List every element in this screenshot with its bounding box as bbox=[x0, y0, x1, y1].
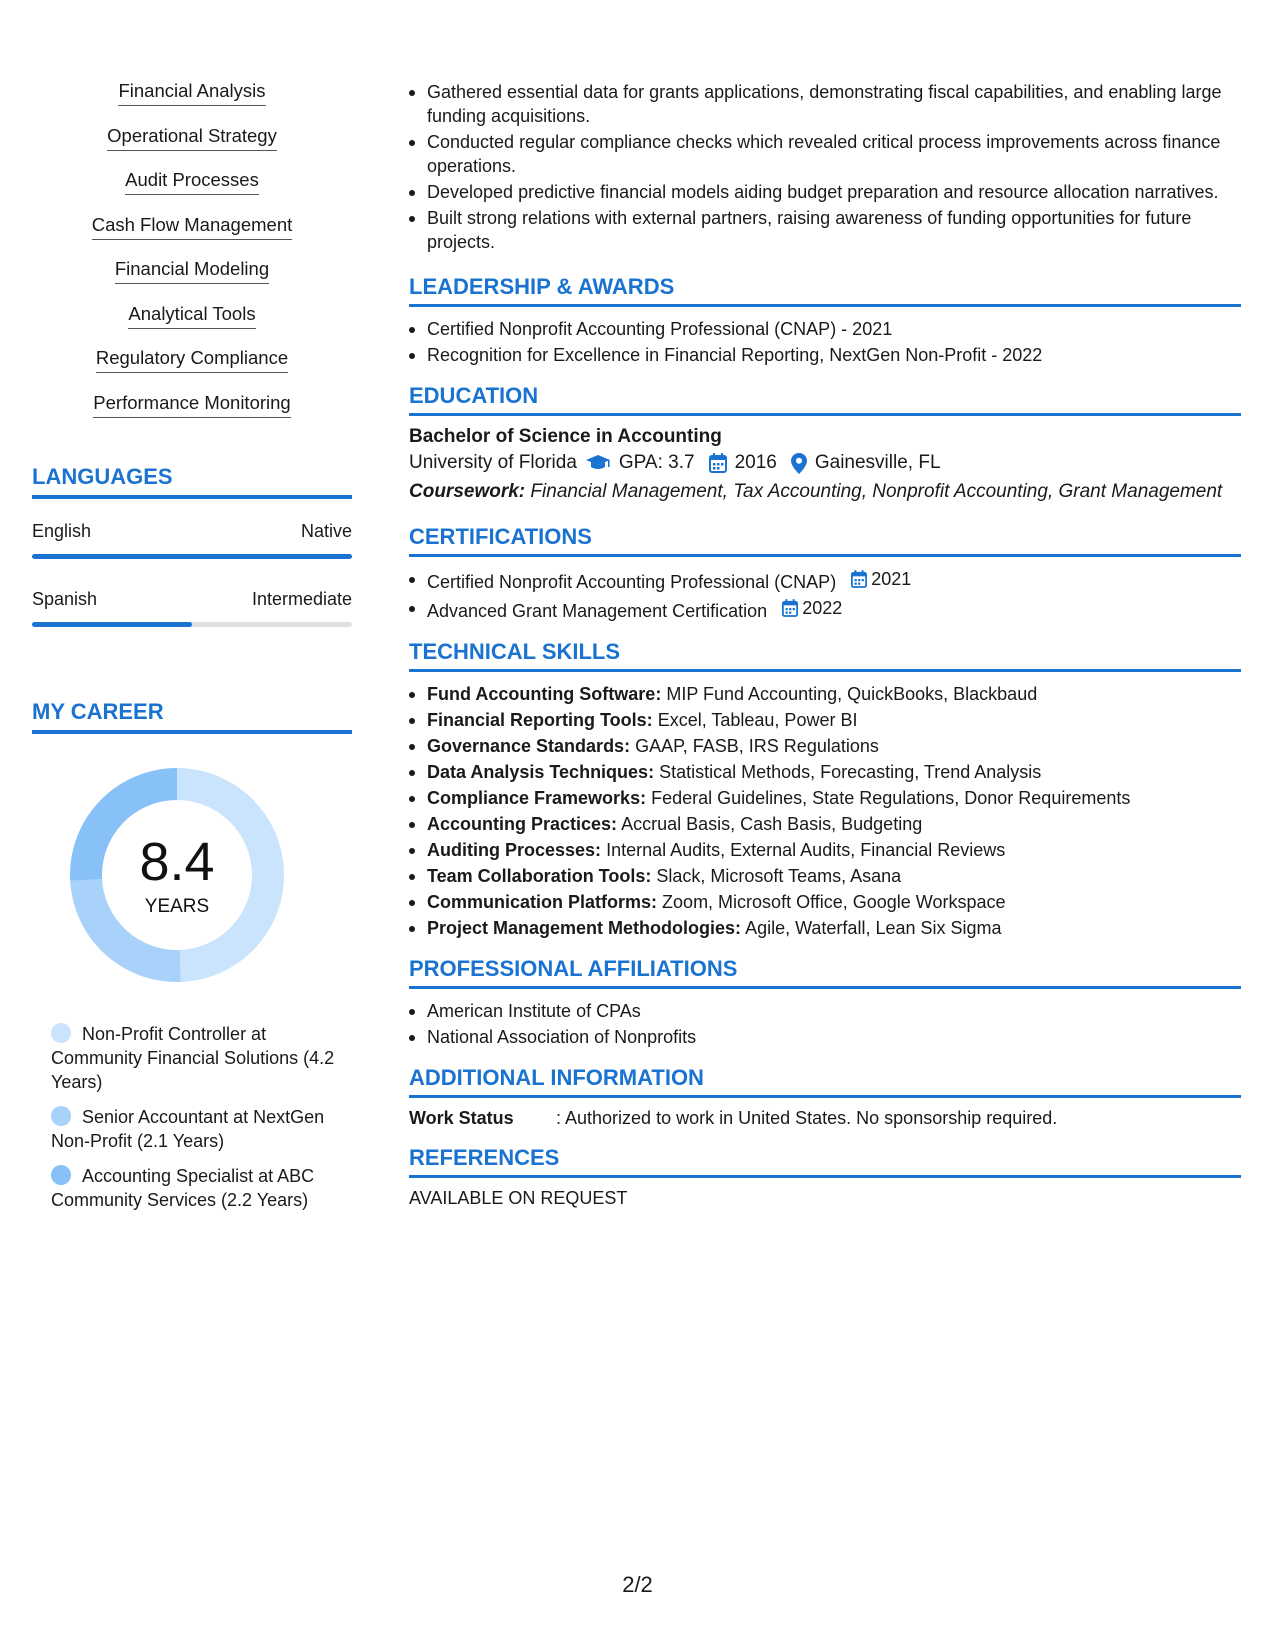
career-heading: MY CAREER bbox=[32, 699, 352, 734]
legend-label: Non-Profit Controller at Community Financial Solutions (4.2 Years) bbox=[51, 1023, 335, 1092]
technical-skill-label: Data Analysis Techniques: bbox=[427, 762, 655, 782]
references-text: AVAILABLE ON REQUEST bbox=[409, 1188, 628, 1208]
calendar-icon bbox=[709, 453, 727, 473]
legend-item bbox=[32, 1022, 352, 1094]
legend-dot bbox=[51, 1165, 71, 1185]
additional-info-heading: ADDITIONAL INFORMATION bbox=[409, 1065, 1241, 1098]
experience-bullets bbox=[409, 80, 1241, 254]
technical-skill-value: Agile, Waterfall, Lean Six Sigma bbox=[745, 918, 1002, 938]
experience-bullet: Developed predictive financial models aiding budget preparation and resource allocation narratives. bbox=[409, 180, 1241, 204]
technical-skill-item bbox=[409, 838, 1241, 862]
skills-list bbox=[32, 80, 352, 418]
main-content bbox=[409, 80, 1241, 1209]
career-chart-wrap bbox=[32, 762, 352, 1022]
education-location: Gainesville, FL bbox=[814, 452, 941, 473]
skill-label: Operational Strategy bbox=[107, 125, 277, 151]
technical-skill-value: Statistical Methods, Forecasting, Trend Analysis bbox=[659, 762, 1042, 782]
affiliation-item: National Association of Nonprofits bbox=[409, 1025, 1241, 1049]
skill-item bbox=[32, 392, 352, 418]
coursework-text: Financial Management, Tax Accounting, Nonprofit Accounting, Grant Management bbox=[530, 481, 1223, 502]
work-status-label: Work Status bbox=[409, 1108, 514, 1128]
career-donut-chart bbox=[64, 762, 290, 988]
skill-label: Performance Monitoring bbox=[93, 392, 290, 418]
skill-label: Financial Modeling bbox=[115, 258, 269, 284]
legend-item bbox=[32, 1164, 352, 1212]
sidebar bbox=[32, 80, 352, 1223]
certification-year: 2022 bbox=[802, 598, 843, 618]
language-bar-fill bbox=[32, 622, 192, 627]
technical-skill-label: Governance Standards: bbox=[427, 736, 631, 756]
technical-skill-value: Excel, Tableau, Power BI bbox=[657, 710, 858, 730]
location-pin-icon bbox=[791, 453, 807, 474]
skill-item bbox=[32, 214, 352, 240]
technical-skills-heading: TECHNICAL SKILLS bbox=[409, 639, 1241, 672]
technical-skill-label: Communication Platforms: bbox=[427, 892, 658, 912]
leadership-heading: LEADERSHIP & AWARDS bbox=[409, 274, 1241, 307]
skill-item bbox=[32, 125, 352, 151]
career-donut-segment bbox=[70, 879, 181, 982]
skill-label: Financial Analysis bbox=[118, 80, 265, 106]
graduation-year: 2016 bbox=[734, 452, 777, 473]
additional-info-section bbox=[409, 1065, 1241, 1129]
legend-dot bbox=[51, 1023, 71, 1043]
skill-item bbox=[32, 303, 352, 329]
technical-skill-item bbox=[409, 786, 1241, 810]
skill-item bbox=[32, 80, 352, 106]
calendar-icon bbox=[782, 599, 798, 617]
technical-skill-label: Fund Accounting Software: bbox=[427, 684, 662, 704]
technical-skill-label: Auditing Processes: bbox=[427, 840, 602, 860]
skill-label: Cash Flow Management bbox=[92, 214, 293, 240]
language-name: English bbox=[32, 520, 92, 541]
work-status-value: : Authorized to work in United States. No sponsorship required. bbox=[556, 1108, 1058, 1128]
affiliation-item: American Institute of CPAs bbox=[409, 999, 1241, 1023]
leadership-item: Certified Nonprofit Accounting Professional (CNAP) - 2021 bbox=[409, 317, 1241, 341]
technical-skill-label: Accounting Practices: bbox=[427, 814, 618, 834]
technical-skill-item bbox=[409, 682, 1241, 706]
leadership-section bbox=[409, 274, 1241, 367]
education-heading: EDUCATION bbox=[409, 383, 1241, 416]
language-bar-fill bbox=[32, 554, 352, 559]
technical-skill-value: Zoom, Microsoft Office, Google Workspace bbox=[662, 892, 1006, 912]
technical-skill-item bbox=[409, 812, 1241, 836]
technical-skill-item bbox=[409, 864, 1241, 888]
technical-skill-value: GAAP, FASB, IRS Regulations bbox=[635, 736, 879, 756]
certifications-heading: CERTIFICATIONS bbox=[409, 524, 1241, 557]
technical-skill-item bbox=[409, 760, 1241, 784]
technical-skill-value: Accrual Basis, Cash Basis, Budgeting bbox=[621, 814, 923, 834]
technical-skill-item bbox=[409, 734, 1241, 758]
career-legend bbox=[32, 1022, 352, 1212]
legend-item bbox=[32, 1105, 352, 1153]
legend-label: Accounting Specialist at ABC Community Services (2.2 Years) bbox=[51, 1165, 315, 1210]
language-item bbox=[32, 589, 352, 627]
technical-skill-value: Internal Audits, External Audits, Financial Reviews bbox=[606, 840, 1006, 860]
technical-skill-item bbox=[409, 708, 1241, 732]
certifications-section bbox=[409, 524, 1241, 623]
technical-skill-label: Project Management Methodologies: bbox=[427, 918, 742, 938]
skill-item bbox=[32, 258, 352, 284]
technical-skill-label: Financial Reporting Tools: bbox=[427, 710, 653, 730]
languages-heading: LANGUAGES bbox=[32, 464, 352, 499]
technical-skill-label: Compliance Frameworks: bbox=[427, 788, 647, 808]
work-status-row bbox=[409, 1108, 1241, 1129]
calendar-icon bbox=[851, 570, 867, 588]
education-section bbox=[409, 383, 1241, 504]
experience-bullet: Built strong relations with external partners, raising awareness of funding opportunities for future projects. bbox=[409, 206, 1241, 254]
language-bar bbox=[32, 622, 352, 627]
graduation-cap-icon bbox=[585, 454, 611, 472]
technical-skill-value: Federal Guidelines, State Regulations, Donor Requirements bbox=[651, 788, 1131, 808]
technical-skill-item bbox=[409, 890, 1241, 914]
language-level: Native bbox=[300, 520, 352, 541]
language-item bbox=[32, 521, 352, 559]
language-name: Spanish bbox=[32, 588, 98, 609]
experience-bullet: Conducted regular compliance checks which revealed critical process improvements across finance operations. bbox=[409, 130, 1241, 178]
languages-section bbox=[32, 464, 352, 627]
coursework bbox=[409, 480, 1241, 504]
certification-item bbox=[409, 596, 1241, 623]
coursework-label: Coursework: bbox=[409, 481, 526, 502]
references-heading: REFERENCES bbox=[409, 1145, 1241, 1178]
school-name: University of Florida bbox=[409, 452, 577, 473]
legend-dot bbox=[51, 1106, 71, 1126]
certification-name: Advanced Grant Management Certification bbox=[427, 601, 768, 621]
gpa: GPA: 3.7 bbox=[618, 452, 695, 473]
certification-item bbox=[409, 567, 1241, 594]
skill-label: Regulatory Compliance bbox=[96, 347, 288, 373]
technical-skill-value: Slack, Microsoft Teams, Asana bbox=[656, 866, 902, 886]
experience-bullet: Gathered essential data for grants applications, demonstrating fiscal capabilities, and enabling large funding acquisitions. bbox=[409, 80, 1241, 128]
career-total-unit: YEARS bbox=[144, 895, 210, 917]
references-section bbox=[409, 1145, 1241, 1209]
degree-title: Bachelor of Science in Accounting bbox=[409, 426, 722, 447]
language-bar bbox=[32, 554, 352, 559]
skill-label: Audit Processes bbox=[125, 169, 259, 195]
affiliations-heading: PROFESSIONAL AFFILIATIONS bbox=[409, 956, 1241, 989]
technical-skill-value: MIP Fund Accounting, QuickBooks, Blackbaud bbox=[666, 684, 1038, 704]
technical-skill-label: Team Collaboration Tools: bbox=[427, 866, 652, 886]
technical-skill-item bbox=[409, 916, 1241, 940]
certification-year: 2021 bbox=[871, 569, 912, 589]
legend-label: Senior Accountant at NextGen Non-Profit (2.1 Years) bbox=[51, 1106, 325, 1151]
career-section bbox=[32, 699, 352, 1212]
language-level: Intermediate bbox=[251, 588, 352, 609]
affiliations-section bbox=[409, 956, 1241, 1049]
career-total-value: 8.4 bbox=[139, 831, 215, 892]
leadership-item: Recognition for Excellence in Financial Reporting, NextGen Non-Profit - 2022 bbox=[409, 343, 1241, 367]
skill-label: Analytical Tools bbox=[128, 303, 255, 329]
technical-skills-section bbox=[409, 639, 1241, 940]
certification-name: Certified Nonprofit Accounting Professional (CNAP) bbox=[427, 572, 837, 592]
skill-item bbox=[32, 347, 352, 373]
education-meta bbox=[409, 452, 1241, 474]
skill-item bbox=[32, 169, 352, 195]
page-number: 2/2 bbox=[622, 1572, 653, 1597]
